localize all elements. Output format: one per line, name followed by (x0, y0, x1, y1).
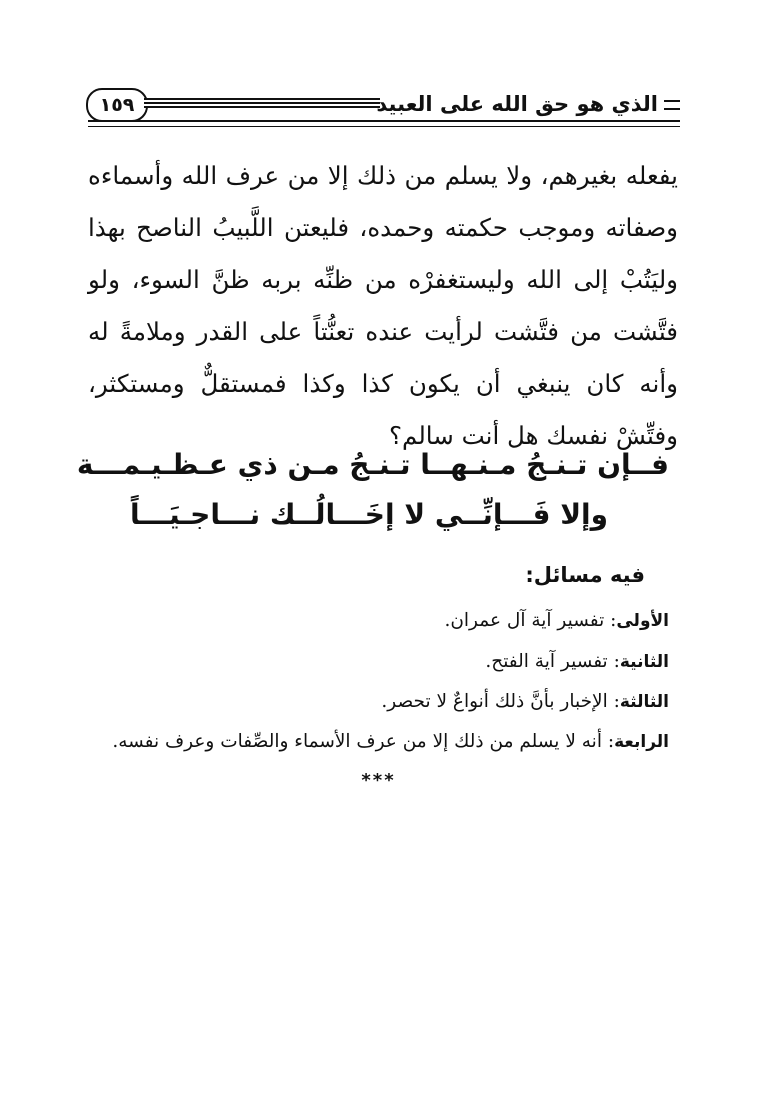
header-underline (88, 120, 680, 127)
body-paragraph: يفعله بغيرهم، ولا يسلم من ذلك إلا من عرف الله وأسماءه وصفاته وموجب حكمته وحمده، فليعتن اللَّبيبُ الناصح بهذا وليَتُبْ إلى الله وليستغفرْه من ظنِّه بربه ظنَّ السوء، ولو فتَّشت من فتَّشت لرأيت عنده تعنُّتاً على القدر وملامةً له وأنه كان ينبغي أن يكون كذا وكذا فمستقلٌّ ومستكثر، وفتِّشْ نفسك هل أنت سالم؟ (88, 161, 678, 450)
issue-text: : تفسير آية الفتح. (485, 651, 620, 672)
verse-line-2: وإلا فَـــإنِّــي لا إخَـــالُــك نـــاجـيَـــاً (129, 498, 609, 531)
issue-label: الثالثة (619, 692, 669, 712)
issue-item (485, 647, 669, 677)
issues-heading: فيه مسائل: (525, 563, 645, 587)
issue-label: الرابعة (614, 732, 669, 752)
issue-label: الثانية (619, 652, 669, 672)
issue-item (381, 687, 669, 717)
header-title (376, 86, 680, 122)
issue-label: الأولى (616, 611, 669, 631)
issue-text: : الإخبار بأنَّ ذلك أنواعٌ لا تحصر. (381, 691, 620, 712)
issue-text: : أنه لا يسلم من ذلك إلا من عرف الأسماء والصِّفات وعرف نفسه. (112, 731, 615, 752)
issue-item (112, 727, 669, 757)
header-ornament-rule (144, 98, 380, 108)
running-header (86, 86, 680, 130)
header-bullet-icon (664, 100, 680, 110)
verse-line-1: فــإن تـنـجُ مـنـهــا تـنـجُ مـن ذي عـظـيـمـــة (76, 448, 669, 481)
issue-text: : تفسير آية آل عمران. (444, 610, 617, 631)
header-title-text: الذي هو حق الله على العبيد (376, 92, 658, 116)
section-divider: *** (361, 770, 396, 791)
issue-item (444, 606, 669, 636)
page-number: ١٥٩ (86, 88, 148, 122)
